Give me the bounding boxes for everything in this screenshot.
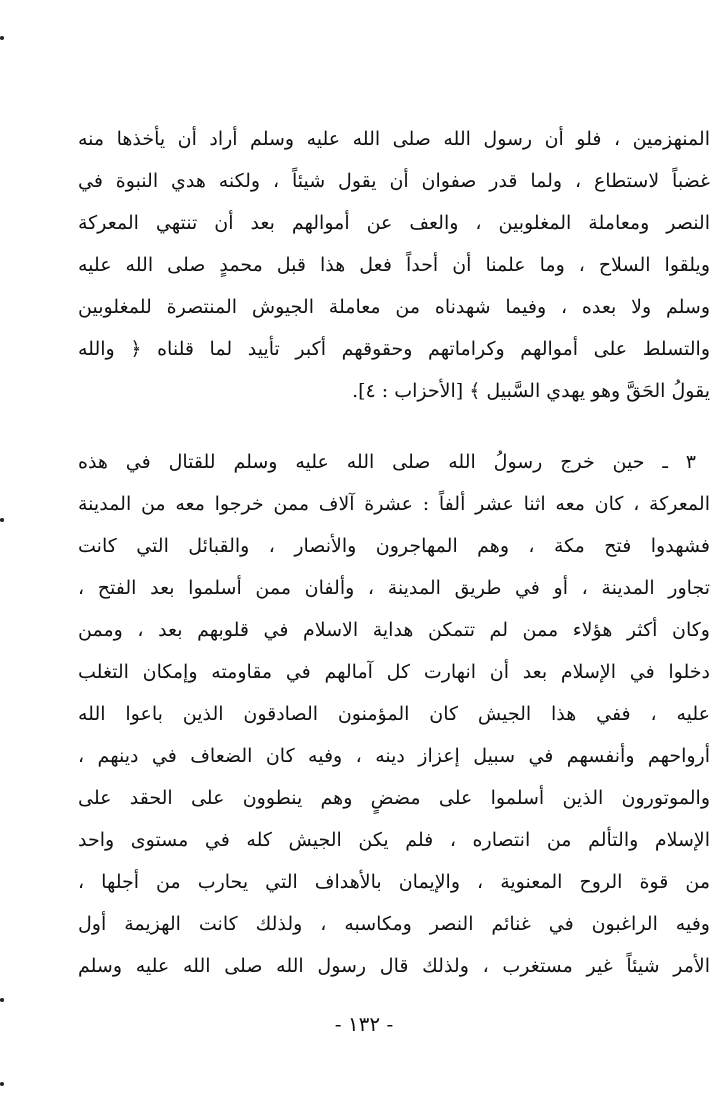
scan-mark (0, 36, 4, 40)
text-line: والموتورون الذين أسلموا على مضضٍ وهم ينطوون على الحقد على (78, 787, 710, 809)
text-line: المنهزمين ، فلو أن رسول الله صلى الله عليه وسلم أراد أن يأخذها منه (78, 128, 710, 150)
text-line: الإسلام والتألم من انتصاره ، فلم يكن الجيش كله في مستوى واحد (78, 829, 710, 851)
text-line: من قوة الروح المعنوية ، والإيمان بالأهداف التي يحارب من أجلها ، (78, 871, 710, 893)
scan-mark (0, 518, 4, 522)
text-line: غضباً لاستطاع ، ولما قدر صفوان أن يقول شيئاً ، ولكنه هدي النبوة في (78, 170, 710, 192)
text-line: يقولُ الحَقَّ وهو يهدي السَّبيل ﴾ [الأحزاب : ٤]. (352, 380, 710, 402)
text-line: وفيه الراغبون في غنائم النصر ومكاسبه ، ولذلك كانت الهزيمة أول (78, 913, 710, 935)
text-line: تجاور المدينة ، أو في طريق المدينة ، وألفان ممن أسلموا بعد الفتح ، (78, 577, 710, 599)
text-line: دخلوا في الإسلام بعد أن انهارت كل آمالهم في مقاومته وإمكان التغلب (78, 661, 710, 683)
text-line: ٣ ـ حين خرج رسولُ الله صلى الله عليه وسلم للقتال في هذه (78, 451, 696, 473)
scan-mark (0, 998, 4, 1002)
text-line: عليه ، ففي هذا الجيش كان المؤمنون الصادقون الذين باعوا الله (78, 703, 710, 725)
text-line: النصر ومعاملة المغلوبين ، والعف عن أموالهم بعد أن تنتهي المعركة (78, 212, 710, 234)
text-line: ويلقوا السلاح ، وما علمنا أن أحداً فعل هذا قبل محمدٍ صلى الله عليه (78, 254, 710, 276)
text-line: أرواحهم وأنفسهم في سبيل إعزاز دينه ، وفيه كان الضعاف في دينهم ، (78, 745, 710, 767)
text-line: الأمر شيئاً غير مستغرب ، ولذلك قال رسول الله صلى الله عليه وسلم (78, 955, 710, 977)
paragraph-1 (78, 118, 710, 412)
text-line: والتسلط على أموالهم وكراماتهم وحقوقهم أكبر تأييد لما قلناه ﴿ والله (78, 338, 710, 360)
text-line: وسلم ولا بعده ، وفيما شهدناه من معاملة الجيوش المنتصرة للمغلوبين (78, 296, 710, 318)
text-line: المعركة ، كان معه اثنا عشر ألفاً : عشرة آلاف ممن خرجوا معه من المدينة (78, 493, 710, 515)
text-line: فشهدوا فتح مكة ، وهم المهاجرون والأنصار ، والقبائل التي كانت (78, 535, 710, 557)
scan-mark (0, 1082, 4, 1086)
paragraph-2 (78, 441, 710, 987)
text-line: وكان أكثر هؤلاء ممن لم تتمكن هداية الاسلام في قلوبهم بعد ، وممن (78, 619, 710, 641)
page-number: - ١٣٢ - (334, 1012, 394, 1036)
